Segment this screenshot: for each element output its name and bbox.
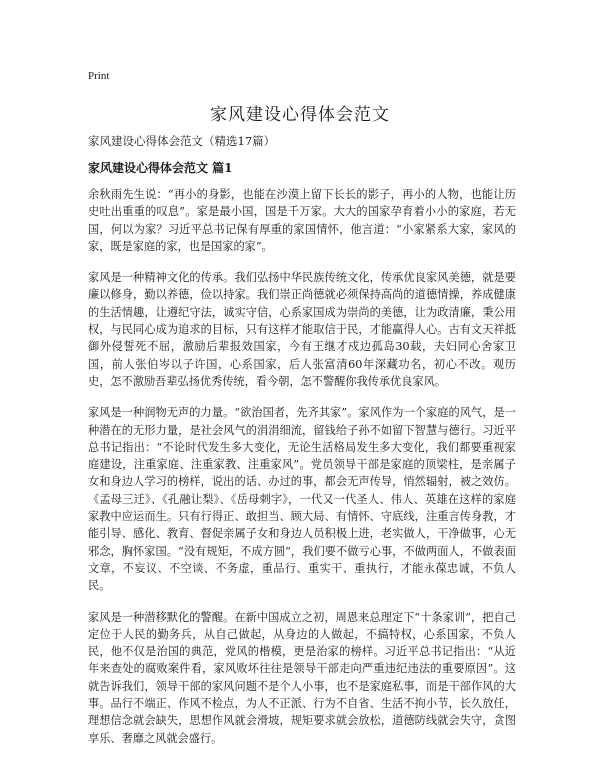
print-link[interactable]: Print [88,70,110,82]
paragraph: 家风是一种润物无声的力量。“欲治国者，先齐其家”。家风作为一个家庭的风气，是一种潜在的无形力量，是社会风气的涓涓细流，留钱给子孙不如留下智慧与德行。习近平总书记指出：“不论时代发生多大变化，无论生活格局发生多大变化，我们都要重视家庭建设，注重家庭、注重家教、注重家风”。党员领导干部是家庭的顶梁柱，是亲属子女和身边人学习的榜样，说出的话、办过的事，都会无声传导，悄然辐射，被之效仿。《孟母三迁》、《孔融让梨》、《岳母刺字》，一代又一代圣人、伟人、英雄在这样的家庭家教中应运而生。只有行得正、敢担当、顾大局、有情怀、守底线，注重言传身教，才能引导、感化、教育、督促亲属子女和身边人员积极上进，老实做人，干净做事，心无邪念，胸怀家国。“没有规矩，不成方圆”，我们要不做亏心事，不做两面人，不做表面文章，不妄议、不空谈、不务虚，重品行、重实干、重执行，才能永葆忠诚，不负人民。 [88,406,516,593]
section-heading: 家风建设心得体会范文 篇1 [88,161,233,175]
paragraph: 家风是一种潜移默化的警醒。在新中国成立之初，周恩来总理定下“十条家训”，把自己定位于人民的勤务兵，从自己做起，从身边的人做起，不搞特权，心系国家，不负人民，他不仅是治国的典范，党风的楷模，更是治家的榜样。习近平总书记指出：“从近年来查处的腐败案件看，家风败坏往往是领导干部走向严重违纪违法的重要原因”。这就告诉我们，领导干部的家风问题不是个人小事，也不是家庭私事，而是干部作风的大事。品行不端正、作风不检点，为人不正派、行为不自省、生活不拘小节，长久放任，理想信念就会缺失，思想作风就会滑坡，规矩要求就会放松，道德防线就会失守，贪图享乐、奢靡之风就会盛行。 [88,610,516,745]
document-title: 家风建设心得体会范文 [210,105,390,125]
paragraph: 余秋雨先生说：“再小的身影，也能在沙漠上留下长长的影子，再小的人物，也能让历史吐出重重的叹息”。家是最小国，国是千万家。大大的国家孕育着小小的家庭，若无国，何以为家？习近平总书记保有厚重的家国情怀，他言道：“小家紧系大家，家风的家，既是家庭的家，也是国家的家”。 [88,188,516,253]
document-body [88,186,516,761]
document-subtitle: 家风建设心得体会范文（精选17篇） [88,134,276,148]
paragraph: 家风是一种精神文化的传承。我们弘扬中华民族传统文化，传承优良家风美德，就是要廉以修身，勤以养德，俭以持家。我们崇正尚德就必须保持高尚的道德情操，养成健康的生活情趣，让遵纪守法，诚实守信，心系家国成为崇尚的美德，让为政清廉，秉公用权，与民同心成为追求的目标，只有这样才能取信于民，才能赢得人心。古有文天祥抵御外侵誓死不屈，激励后辈报效国家，今有王继才戍边孤岛30载，夫妇同心舍家卫国，前人张伯岑以子许国，心系国家，后人张富清60年深藏功名，初心不改。观历史，怎不激励吾辈弘扬优秀传统，看今朝，怎不警醒你我传承优良家风。 [88,271,516,388]
